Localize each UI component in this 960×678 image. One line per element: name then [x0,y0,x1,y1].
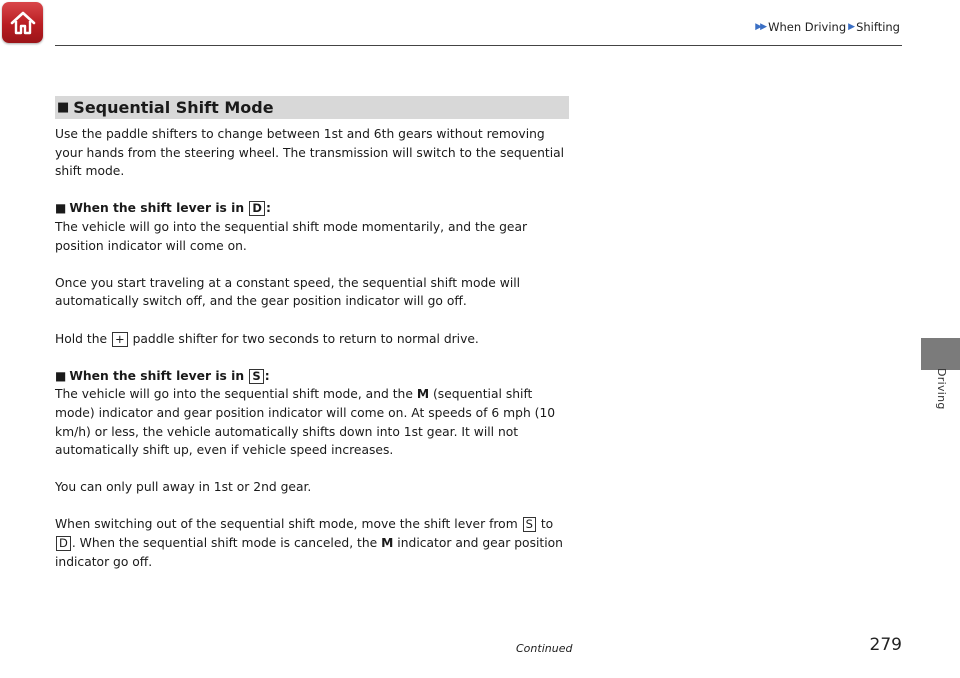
page-number: 279 [869,635,902,655]
m-indicator-label: M [381,536,394,551]
header-divider [55,45,902,46]
text-fragment: paddle shifter for two seconds to return to normal drive. [132,331,479,346]
text-fragment: . When the sequential shift mode is canceled, the [71,536,378,551]
breadcrumb-item-when-driving[interactable]: When Driving [768,20,847,34]
shift-key-d: D [249,201,265,216]
shift-key-s: S [249,369,263,384]
text-fragment: When switching out of the sequential shift mode, move the shift lever from [55,517,518,532]
plus-paddle-key: + [112,332,128,347]
subsection-d-paragraph-3 [55,330,571,349]
subsection-s-paragraph-2: You can only pull away in 1st or 2nd gear. [55,480,312,495]
shift-key-d: D [56,536,71,551]
breadcrumb-arrow-icon: ▶ [760,22,768,32]
heading-colon: : [264,368,270,383]
breadcrumb-item-shifting[interactable]: Shifting [856,20,900,34]
breadcrumb-arrow-icon: ▶ [848,22,856,32]
section-header [55,96,569,119]
text-fragment: (sequential shift mode) indicator and gear position indicator will come on. At speeds of 6 mph (10 km/h) or less, the vehicle automatically shifts down into 1st gear. It will not automatically shift up, even if vehicle speed increases. [55,387,556,458]
section-square-icon: ■ [57,100,70,115]
subsection-d-paragraph-1: The vehicle will go into the sequential shift mode momentarily, and the gear position indicator will come on. [55,219,528,253]
subsection-square-icon: ■ [55,201,67,216]
home-icon [8,8,38,38]
breadcrumb [755,20,902,34]
page-content [55,125,571,590]
text-fragment: The vehicle will go into the sequential shift mode, and the [55,387,413,402]
text-fragment: indicator and gear position indicator go off. [55,536,563,569]
subsection-heading-text: When the shift lever is in [69,368,245,383]
heading-colon: : [265,201,271,216]
shift-key-s: S [523,517,536,532]
m-indicator-label: M [416,387,430,402]
subsection-heading-d [55,199,571,218]
chapter-tab-label: Driving [935,368,948,410]
subsection-heading-s [55,367,571,386]
breadcrumb-arrow-icon: ▶ [755,22,763,32]
subsection-s-paragraph-1 [55,385,571,459]
text-fragment: to [540,517,554,532]
continued-label: Continued [516,642,573,655]
chapter-tab[interactable] [921,338,960,370]
subsection-s-paragraph-3 [55,515,571,571]
home-button[interactable] [2,2,43,43]
intro-paragraph: Use the paddle shifters to change between 1st and 6th gears without removing your hands from the steering wheel. The transmission will switch to the sequential shift mode. [55,127,565,179]
subsection-heading-text: When the shift lever is in [69,201,245,216]
text-fragment: Hold the [55,331,108,346]
section-title: Sequential Shift Mode [73,98,274,117]
subsection-square-icon: ■ [55,368,67,383]
subsection-d-paragraph-2: Once you start traveling at a constant speed, the sequential shift mode will automatically switch off, and the gear position indicator will go off. [55,275,521,309]
